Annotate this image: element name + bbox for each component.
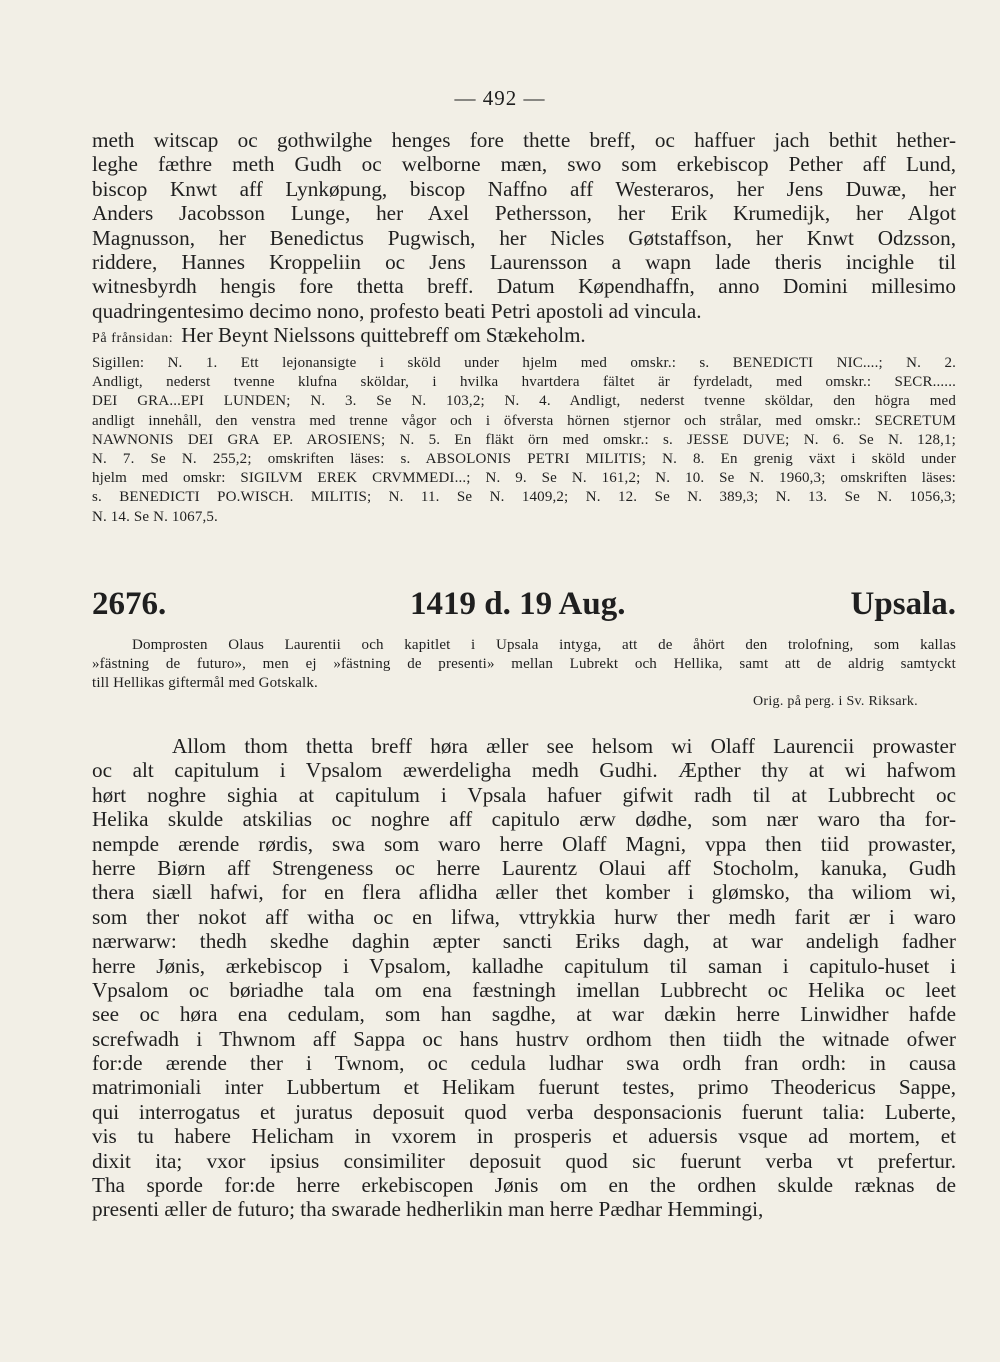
text-line: hjelm med omskr: SIGILVM EREK CRVMMEDI...; N. 9. Se N. 161,2; N. 10. Se N. 1960,3; omskriften läses: xyxy=(92,470,956,487)
text-line: N. 14. Se N. 1067,5. xyxy=(92,508,218,525)
verso-text: Her Beynt Nielssons quittebreff om Stækeholm. xyxy=(181,323,586,347)
text-line: hørt noghre sighia at capitulum i Vpsala hafuer gifwit radh til at Lubbrecht oc xyxy=(92,782,956,807)
text-line: Sigillen: N. 1. Ett lejonansigte i sköld under hjelm med omskr.: s. BENEDICTI NIC....; N. 2. xyxy=(92,355,956,371)
text-line: DEI GRA...EPI LUNDEN; N. 3. Se N. 103,2; N. 4. Andligt, nederst tvenne sköldar, den högra med xyxy=(92,393,956,410)
source-note: Orig. på perg. i Sv. Riksark. xyxy=(752,694,918,709)
text-line: nempde ærende rørdis, swa som waro herre Olaff Magni, vppa then tiid prowaster, xyxy=(92,831,956,856)
text-line: Allom thom thetta breff høra æller see helsom wi Olaff Laurencii prowaster xyxy=(172,734,956,758)
text-line: »fästning de futuro», men ej »fästning de presenti» mellan Lubrekt och Hellika, samt att de aldrig samtyckt xyxy=(92,656,956,673)
text-line: vis tu habere Helicham in vxorem in prosperis et aduersis vsque ad mortem, et xyxy=(92,1124,956,1149)
text-line: andligt innehåll, den venstra med trenne vågor och i öfversta hörnen stjernor och strålar, med omskr.: SECRETUM xyxy=(92,412,956,429)
text-line: witnesbyrdh hengis fore thetta breff. Datum Køpendhaffn, anno Domini millesimo xyxy=(92,274,956,299)
top-text-block xyxy=(92,128,956,323)
text-line: screfwadh i Thwnom aff Sappa oc hans hustrv ordhom then tiidh the witnade ofwer xyxy=(92,1026,956,1051)
text-line: leghe fæthre meth Gudh oc welborne mæn, swo som erkebiscop Pether aff Lund, xyxy=(92,152,956,177)
text-line: Magnusson, her Benedictus Pugwisch, her Nicles Gøtstaffson, her Knwt Odzsson, xyxy=(92,225,956,250)
text-line: quadringentesimo decimo nono, profesto beati Petri apostoli ad vincula. xyxy=(92,298,702,323)
page-number: — 492 — xyxy=(454,86,546,110)
text-line: s. BENEDICTI PO.WISCH. MILITIS; N. 11. Se N. 1409,2; N. 12. Se N. 389,3; N. 13. Se N. 1056,3; xyxy=(92,489,956,506)
text-line: Andligt, nederst tvenne klufna sköldar, i hvilka hvartdera fältet är fyrdeladt, med omskr.: SECR...... xyxy=(92,374,956,391)
verso-label: På frånsidan: xyxy=(92,331,174,346)
text-line: Vpsalom oc børiadhe tala om ena fæstningh imellan Lubbrecht oc Helika oc leet xyxy=(92,977,956,1002)
text-line: Tha sporde for:de herre erkebiscopen Jønis om en the ordhen skulde ræknas de xyxy=(92,1173,956,1198)
text-line: see oc høra ena cedulam, som han sagdhe, at war dækin herre Linwidher hafde xyxy=(92,1002,956,1027)
text-line: meth witscap oc gothwilghe henges fore thette breff, oc haffuer jach bethit hether- xyxy=(92,128,956,152)
charter-heading xyxy=(92,582,956,626)
seals-notes-block xyxy=(92,354,956,527)
text-line: matrimoniali inter Lubbertum et Helikam fuerunt testes, primo Theodericus Sappe, xyxy=(92,1075,956,1100)
summary-block xyxy=(92,636,956,694)
text-line: herre Biørn aff Strengeness oc herre Laurentz Olaui aff Stocholm, kanuka, Gudh xyxy=(92,855,956,880)
text-line: herre Jønis, ærkebiscop i Vpsalom, kalladhe capitulum til saman i capitulo-huset i xyxy=(92,953,956,978)
text-line: biscop Knwt aff Lynkøpung, biscop Naffno aff Westeraros, her Jens Duwæ, her xyxy=(92,176,956,201)
text-line: till Hellikas giftermål med Gotskalk. xyxy=(92,675,318,692)
text-line: NAWNONIS DEI GRA EP. AROSIENS; N. 5. En fläkt örn med omskr.: s. JESSE DUVE; N. 6. Se N. 128,1; xyxy=(92,431,956,448)
text-line: for:de ærende ther i Twnom, oc cedula ludhar swa ordh fran ordh: in causa xyxy=(92,1051,956,1076)
text-line: som ther nokot aff witha oc en lifwa, vttrykkia hurw ther medh farit ær i waro xyxy=(92,904,956,929)
charter-place: Upsala. xyxy=(850,586,956,622)
text-line: thera siæll hafwi, for en flera aflidha æller thet komber i glømsko, tha wiliom wi, xyxy=(92,880,956,905)
text-line: qui interrogatus et juratus deposuit quod verba desponsacionis fuerunt talia: Luberte, xyxy=(92,1099,956,1124)
charter-date: 1419 d. 19 Aug. xyxy=(410,586,626,622)
charter-number: 2676. xyxy=(92,586,167,622)
text-line: Anders Jacobsson Lunge, her Axel Pethersson, her Erik Krumedijk, her Algot xyxy=(92,201,956,226)
text-line: dixit ita; vxor ipsius consimiliter deposuit quod sic fuerunt verba vt prefertur. xyxy=(92,1148,956,1173)
main-text-block xyxy=(92,734,956,1222)
text-line: presenti æller de futuro; tha swarade hedherlikin man herre Pædhar Hemmingi, xyxy=(92,1197,764,1222)
text-line: N. 7. Se N. 255,2; omskriften läses: s. ABSOLONIS PETRI MILITIS; N. 8. En grenig växt i sköld under xyxy=(92,450,956,467)
text-line: Helika skulde atskilias oc noghre aff capitulo ærw dødhe, som nær waro tha for- xyxy=(92,807,956,832)
text-line: Domprosten Olaus Laurentii och kapitlet i Upsala intyga, att de åhört den trolofning, som kallas xyxy=(132,637,956,653)
text-line: riddere, Hannes Kroppeliin oc Jens Laurensson a wapn lade theris incighle til xyxy=(92,249,956,274)
text-line: nærwarw: thedh skedhe daghin æpter sancti Eriks dagh, at war andeligh fadher xyxy=(92,929,956,954)
verso-line xyxy=(92,322,956,348)
text-line: oc alt capitulum i Vpsalom æwerdeligha medh Gudhi. Æpther thy at wi hafwom xyxy=(92,758,956,783)
